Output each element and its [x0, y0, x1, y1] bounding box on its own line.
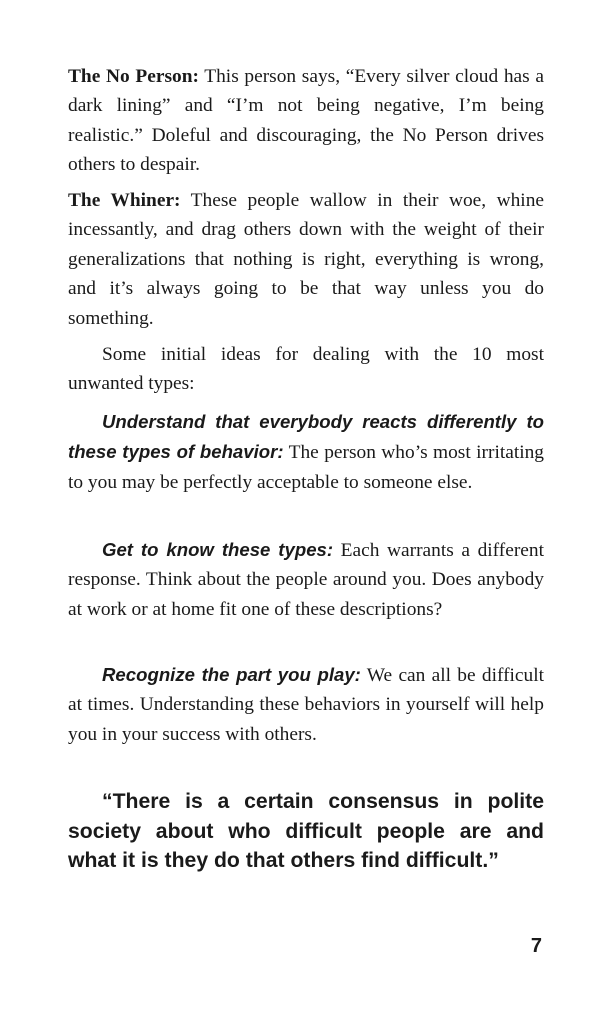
entry-text: This person says, “Every silver cloud has a dark lining” and “I’m not being negative, I’m being realistic.” Doleful and discouraging, the No Person drives others to despair. [68, 66, 544, 176]
tip-heading: Recognize the part you play: [102, 664, 361, 685]
entry-no-person [68, 62, 544, 180]
tip-get-to-know [68, 535, 544, 624]
page-number: 7 [530, 935, 542, 957]
tip-heading: Get to know these types: [102, 539, 334, 560]
tip-recognize [68, 660, 544, 749]
entry-term: The No Person: [68, 66, 199, 87]
tip-text: We can all be difficult at times. Understanding these behaviors in yourself will help you in your success with others. [68, 665, 544, 745]
pull-quote: “There is a certain consensus in polite society about who difficult people are and what it is they do that others find difficult.” [68, 790, 544, 872]
tip-text: Each warrants a different response. Think about the people around you. Does anybody at work or at home fit one of these descriptions? [68, 540, 544, 620]
tip-understand [68, 407, 544, 497]
intro-paragraph: Some initial ideas for dealing with the 10 most unwanted types: [68, 344, 544, 395]
tip-heading: Understand that everybody reacts differently to these types of behavior: [68, 411, 544, 463]
entry-text: These people wallow in their woe, whine incessantly, and drag others down with the weight of their generalizations that nothing is right, everything is wrong, and it’s always going to be that way unless you do something. [68, 190, 544, 329]
entry-term: The Whiner: [68, 190, 181, 211]
tip-text: The person who’s most irritating to you may be perfectly acceptable to someone else. [68, 442, 544, 493]
entry-whiner [68, 186, 544, 333]
